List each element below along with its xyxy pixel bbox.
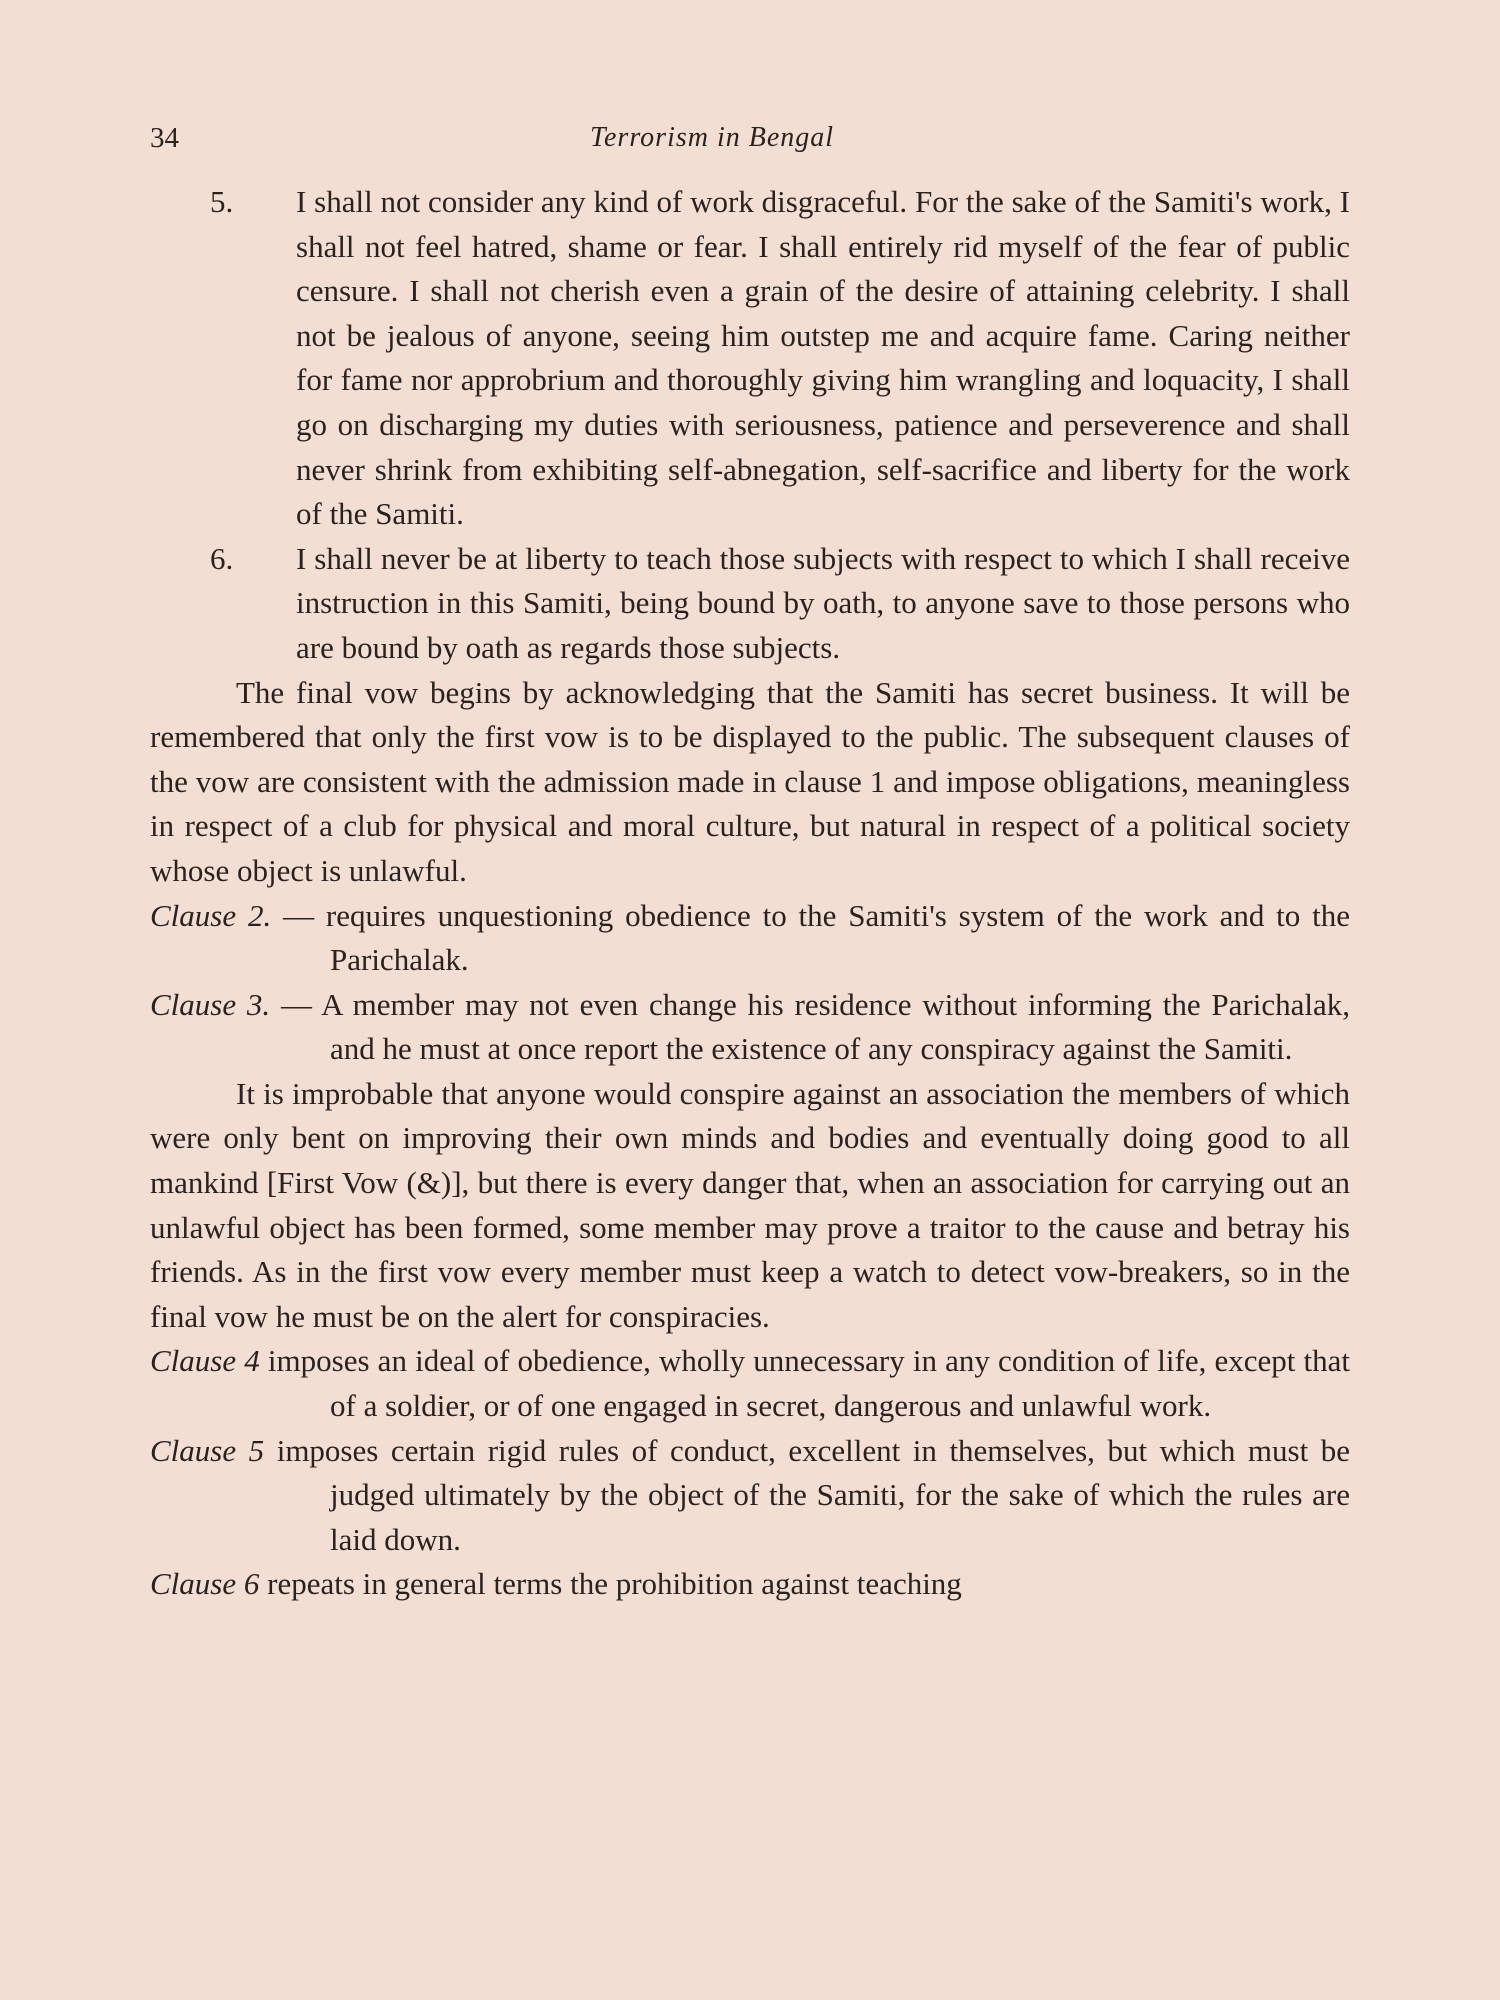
- vow-item-6: [150, 537, 1350, 671]
- item-text: I shall never be at liberty to teach those subjects with respect to which I shall receive instruction in this Samiti, being bound by oath, to anyone save to those persons who are bound by oath as regards those subjects.: [296, 540, 1350, 665]
- clause-text: — requires unquestioning obedience to the Samiti's system of the work and to the Parichalak.: [283, 897, 1350, 978]
- clause-5: [150, 1429, 1350, 1563]
- clause-4: [150, 1339, 1350, 1428]
- clause-label: Clause 6: [150, 1566, 260, 1602]
- clause-2: [150, 894, 1350, 983]
- page-header: [150, 122, 1350, 162]
- clause-text: — A member may not even change his residence without informing the Parichalak, and he must at once report the existence of any conspiracy against the Samiti.: [281, 986, 1350, 1067]
- page-number: 34: [150, 122, 179, 154]
- clause-label: Clause 4: [150, 1343, 260, 1379]
- clause-6: [150, 1562, 1350, 1607]
- running-title: Terrorism in Bengal: [590, 122, 835, 153]
- clause-label: Clause 2.: [150, 897, 272, 933]
- vow-item-5: [150, 180, 1350, 537]
- clause-label: Clause 5: [150, 1432, 265, 1468]
- paragraph-final-vow: The final vow begins by acknowledging that the Samiti has secret business. It will be remembered that only the first vow is to be displayed to the public. The subsequent clauses of the vow are consistent with the admission made in clause 1 and impose obligations, meaningless in respect of a club for physical and moral culture, but natural in respect of a political society whose object is unlawful.: [150, 674, 1350, 888]
- paragraph-conspiracy: It is improbable that anyone would conspire against an association the members of which were only bent on improving their own minds and bodies and eventually doing good to all mankind [First Vow (&)], but there is every danger that, when an association for carrying out an unlawful object has been formed, some member may prove a traitor to the cause and betray his friends. As in the first vow every member must keep a watch to detect vow-breakers, so in the final vow he must be on the alert for conspiracies.: [150, 1075, 1350, 1334]
- clause-label: Clause 3.: [150, 986, 271, 1022]
- item-text: I shall not consider any kind of work disgraceful. For the sake of the Samiti's work, I shall not feel hatred, shame or fear. I shall entirely rid myself of the fear of public censure. I shall not cherish even a grain of the desire of attaining celebrity. I shall not be jealous of anyone, seeing him outstep me and acquire fame. Caring neither for fame nor approbrium and thoroughly giving him wrangling and loquacity, I shall go on discharging my duties with seriousness, patience and perseverence and shall never shrink from exhibiting self-abnegation, self-sacrifice and liberty for the work of the Samiti.: [296, 184, 1350, 532]
- clause-text: repeats in general terms the prohibition against teaching: [267, 1566, 962, 1602]
- item-number: 6.: [210, 540, 234, 576]
- page-body: [150, 180, 1350, 1607]
- clause-3: [150, 983, 1350, 1072]
- clause-text: imposes an ideal of obedience, wholly unnecessary in any condition of life, except that of a soldier, or of one engaged in secret, dangerous and unlawful work.: [267, 1343, 1350, 1424]
- clause-text: imposes certain rigid rules of conduct, excellent in themselves, but which must be judged ultimately by the object of the Samiti, for the sake of which the rules are laid down.: [276, 1432, 1351, 1557]
- item-number: 5.: [210, 184, 234, 219]
